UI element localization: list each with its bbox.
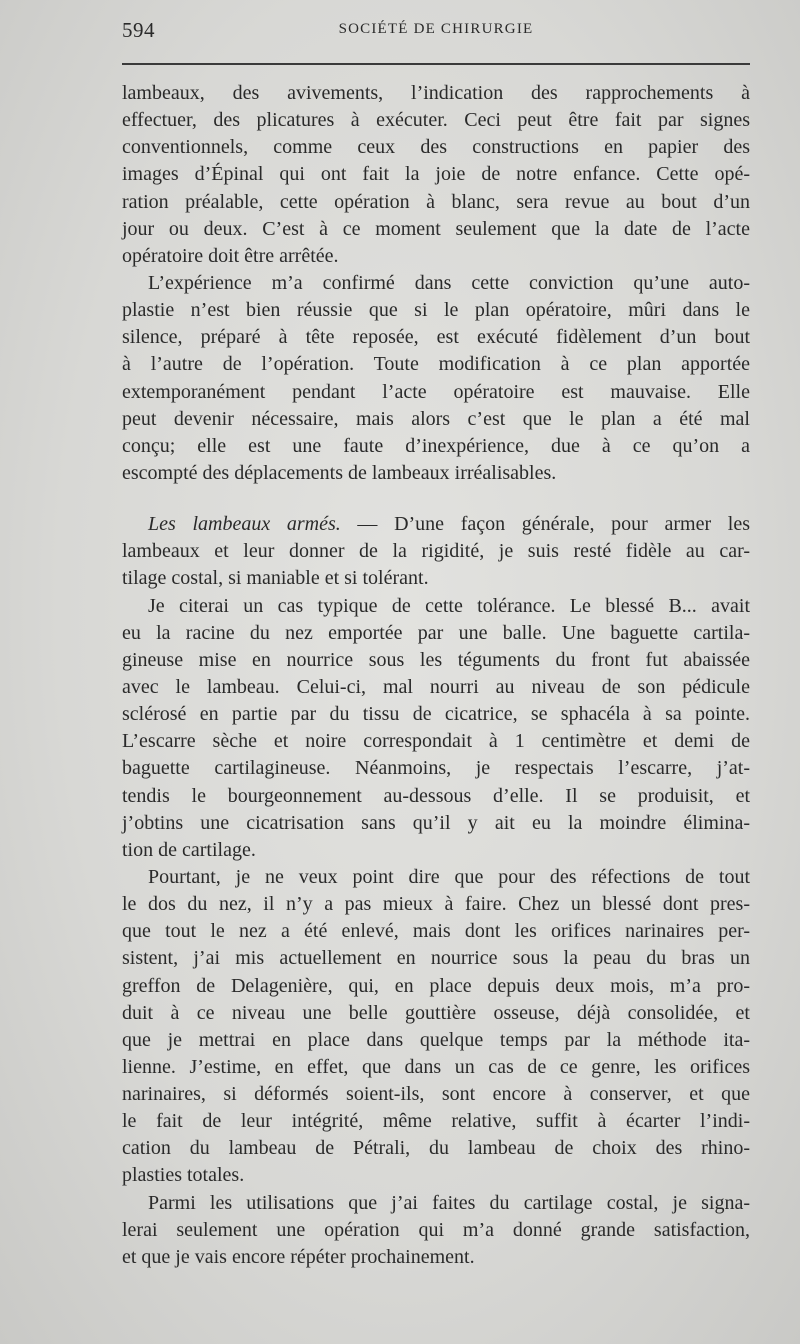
text-line: silence, préparé à tête reposée, est exécuté fidèlement d’un bout <box>122 326 750 349</box>
paragraph <box>122 511 750 592</box>
running-head: SOCIÉTÉ DE CHIRURGIE <box>338 21 534 37</box>
text-line: conventionnels, comme ceux des constructions en papier des <box>122 136 750 159</box>
text-line: L’expérience m’a confirmé dans cette conviction qu’une auto- <box>148 271 750 294</box>
text-line: lambeaux, des avivements, l’indication des rapprochements à <box>122 82 750 104</box>
page-number: 594 <box>122 18 155 42</box>
heading-continuation: — D’une façon générale, pour armer les <box>340 513 750 536</box>
text-line: j’obtins une cicatrisation sans qu’il y ait eu la moindre élimina- <box>122 811 750 834</box>
text-line: gineuse mise en nourrice sous les téguments du front fut abaissée <box>122 648 750 671</box>
text-line: duit à ce niveau une belle gouttière osseuse, déjà consolidée, et <box>122 1001 750 1024</box>
text-line: le fait de leur intégrité, même relative, suffit à écarter l’indi- <box>122 1110 750 1133</box>
text-line: cation du lambeau de Pétrali, du lambeau de choix des rhino- <box>122 1137 750 1160</box>
page-header <box>122 18 750 48</box>
text-line: tilage costal, si maniable et si tolérant. <box>122 567 429 590</box>
text-line: peut devenir nécessaire, mais alors c’est que le plan a été mal <box>122 407 750 430</box>
text-line: Je citerai un cas typique de cette tolérance. Le blessé B... avait <box>148 594 750 617</box>
paragraph <box>122 864 750 1190</box>
text-line: narinaires, si déformés soient-ils, sont encore à conserver, et que <box>122 1083 750 1106</box>
section-heading: Les lambeaux armés. <box>148 513 341 536</box>
text-line: ration préalable, cette opération à blanc, sera revue au bout d’un <box>122 190 750 213</box>
text-line: tion de cartilage. <box>122 838 256 861</box>
text-line: opératoire doit être arrêtée. <box>122 244 339 267</box>
text-line: sclérosé en partie par du tissu de cicatrice, se sphacéla à sa pointe. <box>122 703 750 726</box>
text-line: effectuer, des plicatures à exécuter. Ceci peut être fait par signes <box>122 109 750 132</box>
text-line: tendis le bourgeonnement au-dessous d’elle. Il se produisit, et <box>122 784 750 807</box>
text-line: extemporanément pendant l’acte opératoire est mauvaise. Elle <box>122 380 750 403</box>
text-line: baguette cartilagineuse. Néanmoins, je respectais l’escarre, j’at- <box>122 757 750 780</box>
text-line: escompté des déplacements de lambeaux irréalisables. <box>122 461 557 484</box>
body-text <box>122 80 750 1271</box>
paragraph <box>122 80 750 270</box>
text-line: que je mettrai en place dans quelque temps par la méthode ita- <box>122 1028 750 1051</box>
text-line: images d’Épinal qui ont fait la joie de notre enfance. Cette opé- <box>122 163 750 186</box>
paragraph <box>122 1190 750 1271</box>
text-line: lerai seulement une opération qui m’a donné grande satisfaction, <box>122 1218 750 1241</box>
text-line: greffon de Delagenière, qui, en place depuis deux mois, m’a pro- <box>122 974 750 997</box>
paragraph <box>122 593 750 864</box>
text-line: conçu; elle est une faute d’inexpérience, due à ce qu’on a <box>122 434 750 457</box>
text-line: plastie n’est bien réussie que si le plan opératoire, mûri dans le <box>122 299 750 322</box>
text-line: L’escarre sèche et noire correspondait à 1 centimètre et demi de <box>122 730 750 753</box>
text-line: et que je vais encore répéter prochainement. <box>122 1245 475 1268</box>
text-line: avec le lambeau. Celui-ci, mal nourri au niveau de son pédicule <box>122 675 750 698</box>
text-line: que tout le nez a été enlevé, mais dont les orifices narinaires per- <box>122 920 750 943</box>
text-line: sistent, j’ai mis actuellement en nourrice sous la peau du bras un <box>122 947 750 970</box>
text-line: à l’autre de l’opération. Toute modification à ce plan apportée <box>122 353 750 376</box>
text-line: lambeaux et leur donner de la rigidité, je suis resté fidèle au car- <box>122 540 750 563</box>
text-line <box>122 511 750 538</box>
text-line: Pourtant, je ne veux point dire que pour des réfections de tout <box>148 865 750 888</box>
section-gap <box>122 487 750 511</box>
text-line: lienne. J’estime, en effet, que dans un cas de ce genre, les orifices <box>122 1055 750 1078</box>
text-line: Parmi les utilisations que j’ai faites du cartilage costal, je signa- <box>148 1191 750 1214</box>
text-line: le dos du nez, il n’y a pas mieux à faire. Chez un blessé dont pres- <box>122 893 750 916</box>
text-line: plasties totales. <box>122 1164 245 1187</box>
text-line: eu la racine du nez emportée par une balle. Une baguette cartila- <box>122 621 750 644</box>
paragraph <box>122 270 750 487</box>
text-line: jour ou deux. C’est à ce moment seulement que la date de l’acte <box>122 217 750 240</box>
header-rule <box>122 63 750 65</box>
